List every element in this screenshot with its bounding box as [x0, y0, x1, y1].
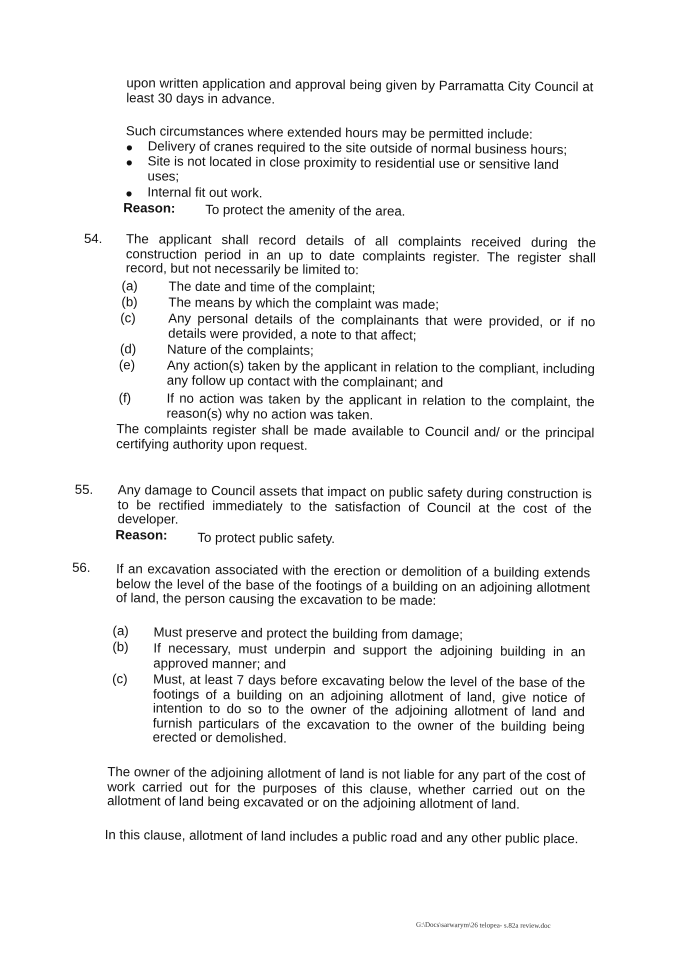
- condition-number: 54.: [83, 230, 103, 247]
- reason-label: Reason:: [115, 527, 168, 543]
- item-text: The means by which the complaint was made;: [168, 294, 439, 312]
- item-text: If necessary, must underpin and support the adjoining building in an approved manner; and: [153, 640, 586, 672]
- condition-number: 56.: [72, 559, 91, 575]
- bullet-icon: ●: [125, 140, 134, 155]
- circumstances-intro: Such circumstances where extended hours may be permitted include:: [125, 123, 533, 142]
- bullet-icon: ●: [125, 186, 133, 201]
- item-label: (a): [121, 278, 138, 294]
- item-label: (b): [121, 294, 138, 310]
- item-text: Any personal details of the complainants that were provided, or if no details were provided, a note to that affect;: [168, 310, 596, 343]
- item-text: The date and time of the complaint;: [168, 278, 376, 296]
- condition-text: The applicant shall record details of all complaints received during the construction period in an up to date complaints register. The register shall record, but not necessarily be limited to:: [125, 231, 597, 278]
- footer-file-path: G:\Docs\sarwarym\26 telopea- s.82a review.doc: [415, 920, 551, 930]
- item-label: (c): [120, 310, 136, 326]
- item-label: (f): [118, 390, 132, 406]
- reason-text: To protect the amenity of the area.: [205, 201, 406, 219]
- item-label: (c): [112, 671, 128, 687]
- condition-text: If an excavation associated with the erection or demolition of a building extends below the level of the base of the footings of a building on an adjoining allotment of land, the person causing the excavation to be made:: [115, 561, 591, 608]
- item-label: (b): [112, 639, 129, 655]
- item-label: (a): [112, 623, 129, 639]
- intro-continuation: upon written application and approval being given by Parramatta City Council at least 30 days in advance.: [126, 75, 594, 107]
- condition-closing: The complaints register shall be made available to Council and/ or the principal certifying authority upon request.: [116, 421, 595, 453]
- reason-label: Reason:: [123, 200, 176, 216]
- item-label: (e): [118, 357, 136, 373]
- paragraph: The owner of the adjoining allotment of land is not liable for any part of the cost of work carried out for the purposes of this clause, whether carried out on the allotment of land being excavated or on the adjoining allotment of land.: [107, 764, 586, 812]
- bullet-item: Internal fit out work.: [147, 184, 263, 201]
- item-text: Any action(s) taken by the applicant in relation to the compliant, including any follow up contact with the complainant; and: [166, 357, 595, 390]
- bullet-icon: ●: [125, 155, 133, 170]
- bullet-item: Delivery of cranes required to the site outside of normal business hours;: [147, 138, 568, 158]
- item-text: Nature of the complaints;: [166, 341, 314, 358]
- condition-text: Any damage to Council assets that impact on public safety during construction is to be rectified immediately to the satisfaction of Council at the cost of the developer.: [117, 482, 592, 527]
- bullet-item: Site is not located in close proximity to residential use or sensitive land uses;: [147, 153, 559, 184]
- reason-text: To protect public safety.: [197, 529, 336, 547]
- paragraph: In this clause, allotment of land includes a public road and any other public place.: [104, 827, 579, 847]
- condition-number: 55.: [74, 481, 94, 497]
- item-label: (d): [119, 341, 137, 357]
- item-text: If no action was taken by the applicant in relation to the complaint, the reason(s) why no action was taken.: [166, 390, 595, 422]
- item-text: Must, at least 7 days before excavating below the level of the base of the footings of a building on an adjoining allotment of land, give notice of intention to do so to the owner of the adjoining allotment of land and furnish particulars of the excavation to the owner of the building being erected or demolished.: [152, 671, 586, 746]
- item-text: Must preserve and protect the building from damage;: [153, 624, 463, 643]
